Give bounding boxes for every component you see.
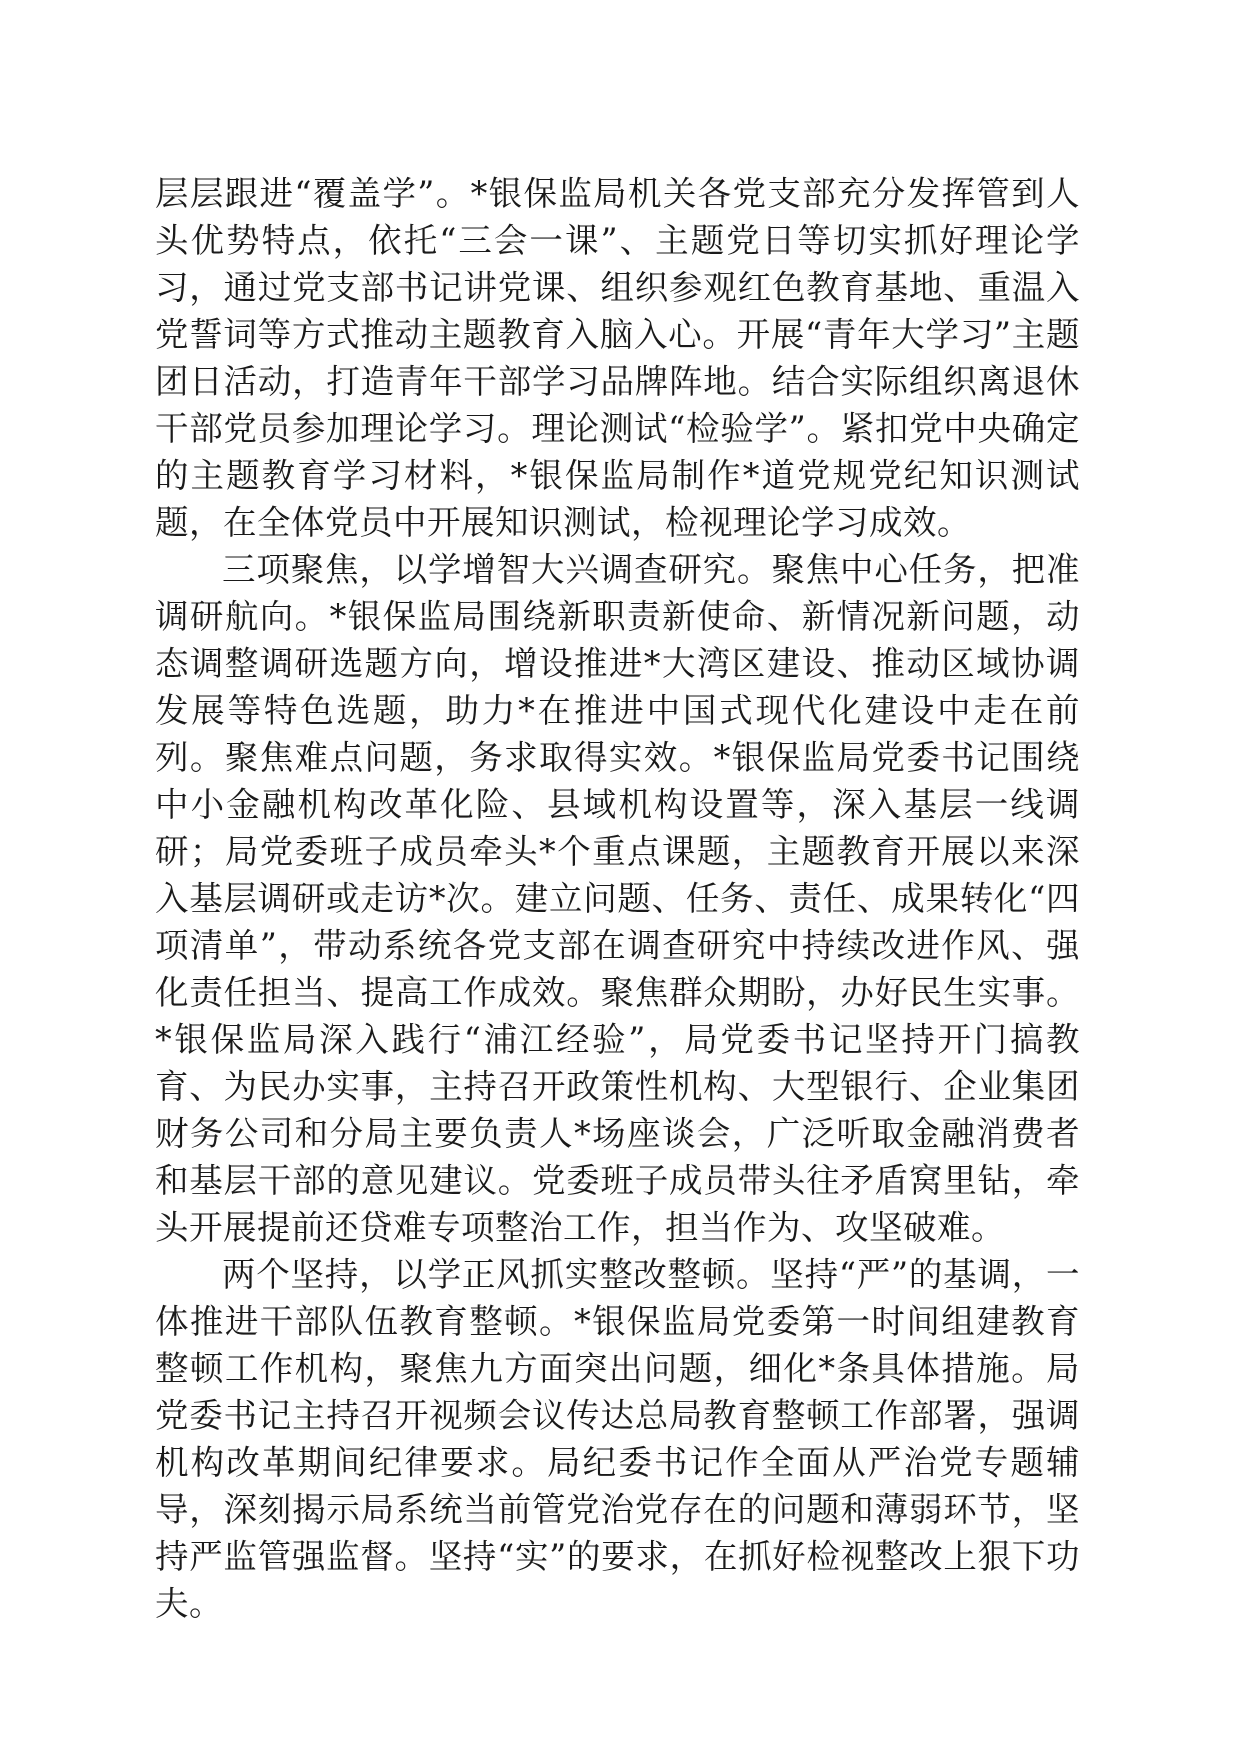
paragraph-continued-study: 层层跟进“覆盖学”。*银保监局机关各党支部充分发挥管到人头优势特点，依托“三会一课”、主题党日等切实抓好理论学习，通过党支部书记讲党课、组织参观红色教育基地、重温入党誓词等方式推动主题教育入脑入心。开展“青年大学习”主题团日活动，打造青年干部学习品牌阵地。结合实际组织离退休干部党员参加理论学习。理论测试“检验学”。紧扣党中央确定的主题教育学习材料，*银保监局制作*道党规党纪知识测试题，在全体党员中开展知识测试，检视理论学习成效。 [155,174,1080,542]
paragraph-research-focus: 三项聚焦，以学增智大兴调查研究。聚焦中心任务，把准调研航向。*银保监局围绕新职责新使命、新情况新问题，动态调整调研选题方向，增设推进*大湾区建设、推动区域协调发展等特色选题，助力*在推进中国式现代化建设中走在前列。聚焦难点问题，务求取得实效。*银保监局党委书记围绕中小金融机构改革化险、县域机构设置等，深入基层一线调研；局党委班子成员牵头*个重点课题，主题教育开展以来深入基层调研或走访*次。建立问题、任务、责任、成果转化“四项清单”，带动系统各党支部在调查研究中持续改进作风、强化责任担当、提高工作成效。聚焦群众期盼，办好民生实事。*银保监局深入践行“浦江经验”，局党委书记坚持开门搞教育、为民办实事，主持召开政策性机构、大型银行、企业集团财务公司和分局主要负责人*场座谈会，广泛听取金融消费者和基层干部的意见建议。党委班子成员带头往矛盾窝里钻，牵头开展提前还贷难专项整治工作，担当作为、攻坚破难。 [155,550,1080,1247]
document-body [155,170,1080,1627]
paragraph-rectification: 两个坚持，以学正风抓实整改整顿。坚持“严”的基调，一体推进干部队伍教育整顿。*银保监局党委第一时间组建教育整顿工作机构，聚焦九方面突出问题，细化*条具体措施。局党委书记主持召开视频会议传达总局教育整顿工作部署，强调机构改革期间纪律要求。局纪委书记作全面从严治党专题辅导，深刻揭示局系统当前管党治党存在的问题和薄弱环节，坚持严监管强监督。坚持“实”的要求，在抓好检视整改上狠下功夫。 [155,1255,1080,1623]
